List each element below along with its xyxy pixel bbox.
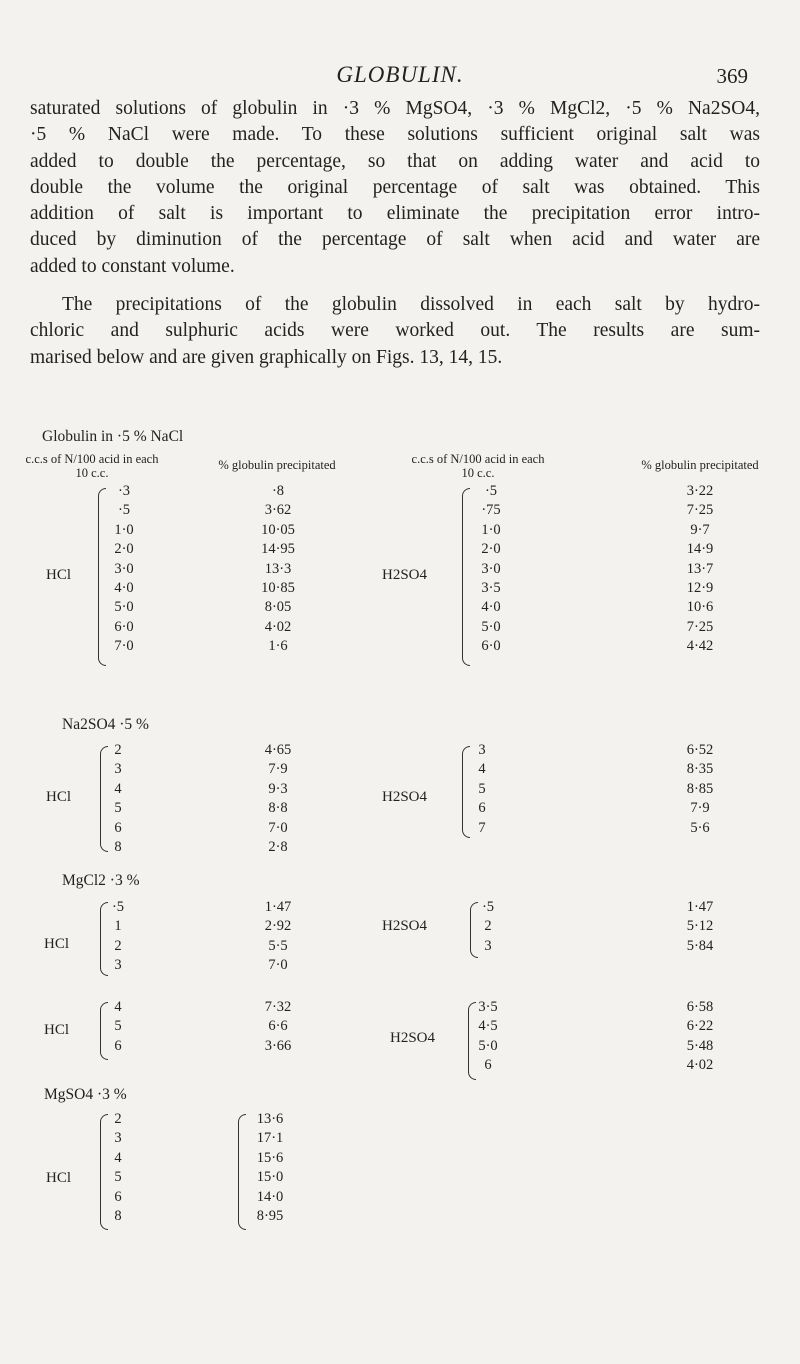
- cell: 13·3: [264, 560, 292, 577]
- cell: 5·5: [268, 937, 288, 954]
- acid-label: HCl: [46, 789, 72, 805]
- cell: 8·95: [256, 1207, 284, 1224]
- section-title-nacl: Globulin in ·5 % NaCl: [42, 428, 184, 445]
- text-line: added to constant volume.: [30, 255, 235, 277]
- running-header: [0, 62, 800, 92]
- cell: 3: [114, 761, 122, 778]
- cell: 7·0: [268, 957, 288, 974]
- cell: ·75: [481, 502, 501, 519]
- cell: 2: [484, 918, 492, 935]
- cell: 3·0: [481, 560, 501, 577]
- text-line: ·5 % NaCl were made. To these solutions sufficient original salt was: [30, 124, 760, 146]
- text-line: chloric and sulphuric acids were worked out. The results are sum-: [30, 320, 760, 342]
- pct-column: [660, 482, 740, 657]
- cell: 4·02: [686, 1057, 714, 1074]
- cell: 1·0: [481, 521, 501, 538]
- cell: 12·9: [686, 579, 714, 596]
- cell: 7·32: [264, 999, 292, 1015]
- cell: 14·95: [261, 541, 295, 558]
- cell: 7·25: [686, 502, 714, 519]
- cell: 14·0: [256, 1188, 284, 1205]
- col-header-acid-left: c.c.s of N/100 acid in each 10 c.c.: [25, 452, 159, 480]
- col-header-globulin-left: % globulin precipitated: [218, 458, 336, 472]
- text-line: saturated solutions of globulin in ·3 % MgSO4, ·3 % MgCl2, ·5 % Na2SO4,: [30, 98, 760, 119]
- acid-label: H2SO4: [382, 789, 428, 805]
- cell: 1·0: [114, 521, 134, 538]
- cell: 9·7: [690, 521, 710, 538]
- cell: 5·0: [114, 599, 134, 616]
- cc-column: [100, 998, 136, 1056]
- acid-label: HCl: [46, 567, 72, 583]
- pct-column: [660, 998, 740, 1076]
- cc-column: [470, 898, 506, 956]
- cell: 5·12: [686, 918, 714, 935]
- cell: 5·0: [478, 1037, 498, 1054]
- pct-column: [660, 741, 740, 838]
- cell: 6·0: [481, 638, 501, 655]
- cell: 4: [114, 1149, 122, 1166]
- cell: 10·05: [261, 521, 295, 538]
- cell: 5: [478, 780, 486, 797]
- cell: 5·6: [690, 819, 710, 836]
- cell: 3: [114, 1130, 122, 1147]
- pct-column: [238, 898, 318, 976]
- cell: 6·58: [686, 999, 714, 1015]
- acid-label: H2SO4: [390, 1030, 436, 1046]
- cell: 8·35: [686, 761, 714, 778]
- pct-column: [240, 1110, 300, 1226]
- cell: 5·84: [686, 937, 714, 954]
- pct-column: [238, 482, 318, 657]
- pct-column: [238, 998, 318, 1056]
- cc-column: [468, 998, 508, 1076]
- cell: ·5: [481, 899, 495, 915]
- section-title-mgcl2: MgCl2 ·3 %: [62, 872, 140, 889]
- cell: 1·47: [264, 899, 292, 915]
- cell: 2·0: [114, 541, 134, 558]
- cell: 5: [114, 1169, 122, 1186]
- cell: 5·48: [686, 1037, 714, 1054]
- cell: 4·0: [114, 579, 134, 596]
- text-line: double the volume the original percentage of salt was obtained. This: [30, 176, 760, 198]
- cell: 8·05: [264, 599, 292, 616]
- cell: 7·9: [690, 800, 710, 817]
- cell: 2: [114, 937, 122, 954]
- cell: 15·0: [256, 1169, 284, 1186]
- cell: 8: [114, 1207, 122, 1224]
- cell: 6·22: [686, 1018, 714, 1035]
- acid-label: HCl: [44, 936, 70, 952]
- cell: 4: [114, 999, 122, 1015]
- cell: ·5: [484, 483, 498, 499]
- cell: 3·5: [481, 579, 501, 596]
- cell: 13·6: [256, 1111, 284, 1127]
- cell: 6·6: [268, 1018, 288, 1035]
- cc-column: [104, 482, 144, 657]
- cell: 3: [484, 937, 492, 954]
- cell: 2·0: [481, 541, 501, 558]
- cell: 4·0: [481, 599, 501, 616]
- cell: 4·02: [264, 618, 292, 635]
- cell: 6: [478, 800, 486, 817]
- col-header-globulin-right: % globulin precipitated: [641, 458, 759, 472]
- cell: 4: [114, 780, 122, 797]
- paragraph-2: [30, 292, 760, 371]
- acid-label: HCl: [44, 1022, 70, 1038]
- cell: 6: [114, 1188, 122, 1205]
- cell: 4·5: [478, 1018, 498, 1035]
- cell: 10·85: [261, 579, 295, 596]
- cell: 6: [114, 819, 122, 836]
- cell: 2·8: [268, 838, 288, 855]
- cell: 7: [478, 819, 486, 836]
- cc-column: [100, 898, 136, 976]
- cell: 3: [478, 742, 486, 758]
- cell: 17·1: [256, 1130, 284, 1147]
- text-line: addition of salt is important to eliminate the precipitation error intro-: [30, 203, 760, 225]
- text-line: The precipitations of the globulin dissolved in each salt by hydro-: [62, 294, 760, 315]
- cell: 3: [114, 957, 122, 974]
- cell: 1: [114, 918, 122, 935]
- cell: ·5: [117, 502, 131, 519]
- cell: 6: [484, 1057, 492, 1074]
- cell: 3·66: [264, 1037, 292, 1054]
- cell: 9·3: [268, 780, 288, 797]
- cell: 10·6: [686, 599, 714, 616]
- cell: 7·0: [114, 638, 134, 655]
- cell: 6·0: [114, 618, 134, 635]
- cc-column: [464, 741, 500, 838]
- acid-label: H2SO4: [382, 918, 428, 934]
- cell: 6·52: [686, 742, 714, 758]
- paragraph-1: [30, 96, 760, 280]
- cell: 14·9: [686, 541, 714, 558]
- cell: 1·6: [268, 638, 288, 655]
- pct-column: [238, 741, 318, 857]
- cc-column: [466, 482, 516, 657]
- cell: 3·22: [686, 483, 714, 499]
- page-number: 369: [716, 64, 748, 88]
- cell: 7·9: [268, 761, 288, 778]
- cell: 15·6: [256, 1149, 284, 1166]
- cell: 3·5: [478, 999, 498, 1015]
- cell: 5: [114, 800, 122, 817]
- cell: 4: [478, 761, 486, 778]
- cell: 8: [114, 838, 122, 855]
- acid-label: HCl: [46, 1170, 72, 1186]
- text-line: added to double the percentage, so that on adding water and acid to: [30, 150, 760, 172]
- cell: 3·62: [264, 502, 292, 519]
- cell: 7·25: [686, 618, 714, 635]
- cell: 8·8: [268, 800, 288, 817]
- cell: 1·47: [686, 899, 714, 915]
- cell: 6: [114, 1037, 122, 1054]
- col-header-acid-right: c.c.s of N/100 acid in each 10 c.c.: [411, 452, 545, 480]
- cell: ·8: [271, 483, 285, 499]
- cell: 7·0: [268, 819, 288, 836]
- cell: ·3: [117, 483, 131, 499]
- cell: 4·65: [264, 742, 292, 758]
- cell: 13·7: [686, 560, 714, 577]
- section-title-na2so4: Na2SO4 ·5 %: [62, 716, 149, 733]
- acid-label: H2SO4: [382, 567, 428, 583]
- cell: 5: [114, 1018, 122, 1035]
- cell: 2: [114, 1111, 122, 1127]
- text-line: duced by diminution of the percentage of salt when acid and water are: [30, 229, 760, 251]
- section-title-mgso4: MgSO4 ·3 %: [44, 1086, 127, 1103]
- text-line: marised below and are given graphically on Figs. 13, 14, 15.: [30, 346, 503, 368]
- cell: 5·0: [481, 618, 501, 635]
- pct-column: [660, 898, 740, 956]
- cc-column: [100, 1110, 136, 1226]
- cc-column: [100, 741, 136, 857]
- cell: ·5: [111, 899, 125, 915]
- running-title: GLOBULIN.: [336, 62, 464, 87]
- cell: 4·42: [686, 638, 714, 655]
- cell: 8·85: [686, 780, 714, 797]
- cell: 2·92: [264, 918, 292, 935]
- cell: 2: [114, 742, 122, 758]
- cell: 3·0: [114, 560, 134, 577]
